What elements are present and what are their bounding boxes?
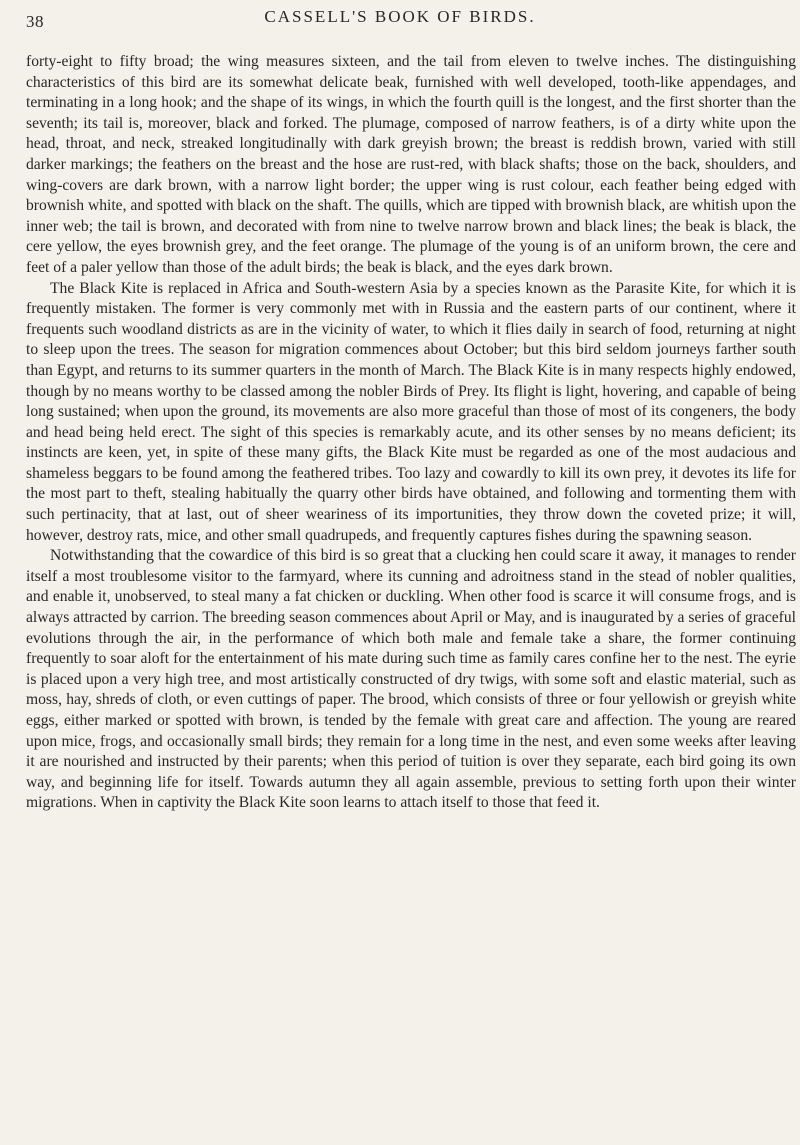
page-number: 38	[26, 12, 44, 31]
paragraph-habits: The Black Kite is replaced in Africa and South-western Asia by a species known as the Parasite Kite, for which it is frequently mistaken. The former is very commonly met with in Russia and the eastern parts of our continent, where it frequents such woodland districts as are in the vicinity of water, to which it flies daily in search of food, returning at night to sleep upon the trees. The season for migration commences about October; but this bird seldom journeys farther south than Egypt, and returns to its summer quarters in the month of March. The Black Kite is in many respects highly endowed, though by no means worthy to be classed among the nobler Birds of Prey. Its flight is light, hovering, and capable of being long sustained; when upon the ground, its movements are also more graceful than those of most of its congeners, the body and head being held erect. The sight of this species is remarkably acute, and its other senses by no means deficient; its instincts are keen, yet, in spite of these many gifts, the Black Kite must be regarded as one of the most audacious and shameless beggars to be found among the feathered tribes. Too lazy and cowardly to kill its own prey, it devotes its life for the most part to theft, stealing habitually the quarry other birds have obtained, and following and tormenting them with such pertinacity, that at last, out of sheer weariness of its importunities, they throw down the coveted prize; it will, however, destroy rats, mice, and other small quadrupeds, and frequently captures fishes during the spawning season.	[26, 279, 796, 544]
body-text	[26, 52, 796, 814]
running-title: CASSELL'S BOOK OF BIRDS.	[264, 7, 536, 26]
paragraph-breeding: Notwithstanding that the cowardice of this bird is so great that a clucking hen could scare it away, it manages to render itself a most troublesome visitor to the farmyard, where its cunning and adroitness stand in the stead of nobler qualities, and enable it, unobserved, to steal many a fat chicken or duckling. When other food is scarce it will consume frogs, and is always attracted by carrion. The breeding season commences about April or May, and is inaugurated by a series of graceful evolutions through the air, in the performance of which both male and female take a share, the former continuing frequently to soar aloft for the entertainment of his mate during such time as family cares confine her to the nest. The eyrie is placed upon a very high tree, and most artistically constructed of dry twigs, with some soft and elastic material, such as moss, hay, shreds of cloth, or even cuttings of paper. The brood, which consists of three or four yellowish or greyish white eggs, either marked or spotted with brown, is tended by the female with great care and affection. The young are reared upon mice, frogs, and occasionally small birds; they remain for a long time in the nest, and even some weeks after leaving it are nourished and instructed by their parents; when this period of tuition is over they separate, each bird going its own way, and beginning life for itself. Towards autumn they all again assemble, previous to setting forth upon their winter migrations. When in captivity the Black Kite soon learns to attach itself to those that feed it.	[26, 547, 796, 812]
paragraph-plumage: forty-eight to fifty broad; the wing measures sixteen, and the tail from eleven to twelve inches. The distinguishing characteristics of this bird are its somewhat delicate beak, furnished with well developed, tooth-like appendages, and terminating in a long hook; and the shape of its wings, in which the fourth quill is the longest, and the first shorter than the seventh; its tail is, moreover, black and forked. The plumage, composed of narrow feathers, is of a dirty white upon the head, throat, and neck, streaked longitudinally with dark greyish brown; the breast is reddish brown, varied with still darker markings; the feathers on the breast and the hose are rust-red, with black shafts; those on the back, shoulders, and wing-covers are dark brown, with a narrow light border; the upper wing is rust colour, each feather being edged with brownish white, and spotted with black on the shaft. The quills, which are tipped with brownish black, are whitish upon the inner web; the tail is brown, and decorated with from nine to twelve narrow brown and black lines; the beak is black, the cere yellow, the eyes brownish grey, and the feet orange. The plumage of the young is of an uniform brown, the cere and feet of a paler yellow than those of the adult birds; the beak is black, and the eyes dark brown.	[26, 53, 796, 276]
